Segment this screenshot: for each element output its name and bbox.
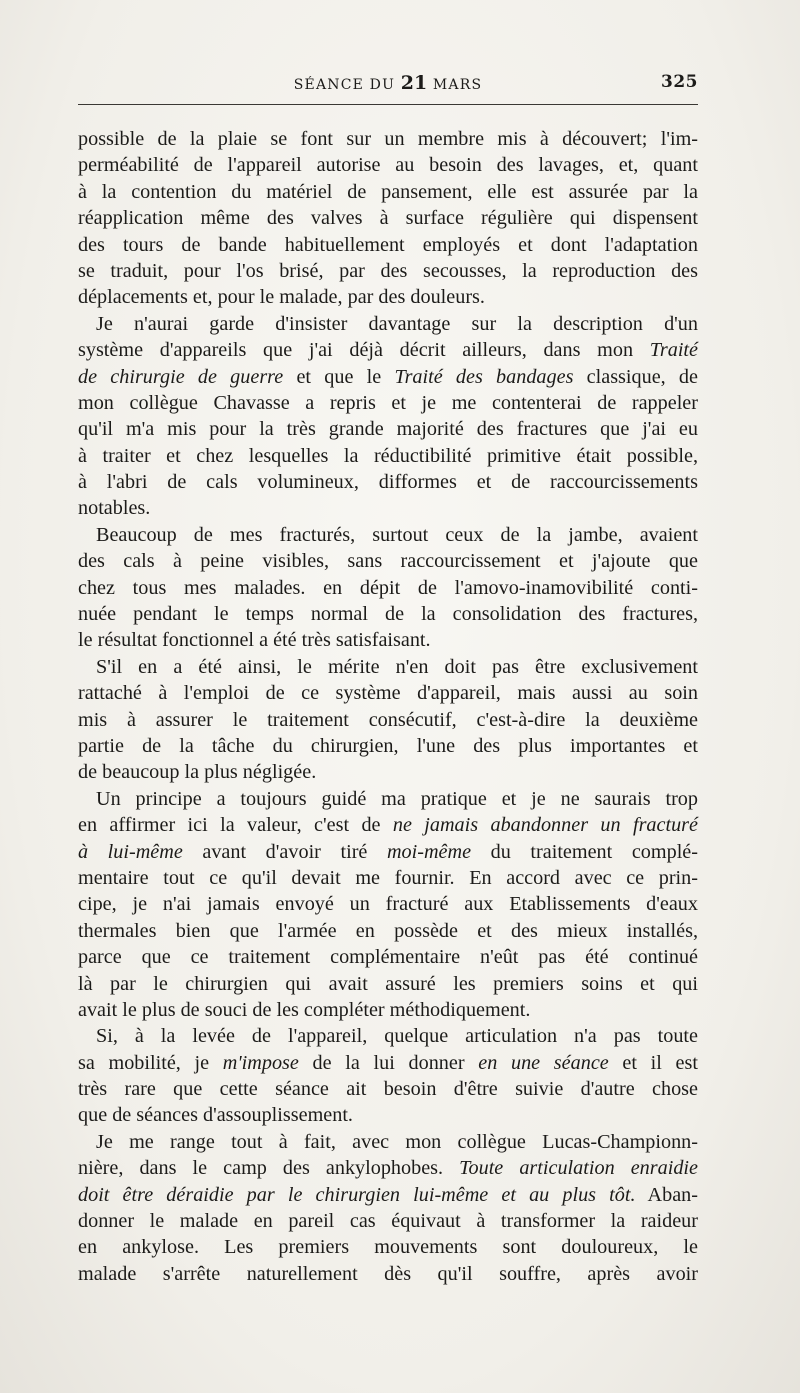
- text-line: [78, 1102, 698, 1128]
- text-segment: classique, de: [573, 365, 698, 388]
- text-line: [78, 522, 698, 548]
- text-segment: se traduit, pour l'os brisé, par des secousses, la reproduction des: [78, 259, 698, 282]
- text-line: [78, 179, 698, 205]
- text-segment: Je n'aurai garde d'insister davantage sur la description d'un: [96, 312, 698, 335]
- text-line: [78, 1234, 698, 1260]
- text-line: [78, 311, 698, 337]
- text-segment: en ankylose. Les premiers mouvements sont douloureux, le: [78, 1236, 698, 1259]
- header-title: SÉANCE DU 21 MARS: [293, 72, 483, 94]
- italic-text: à lui-même: [78, 840, 183, 863]
- text-segment: parce que ce traitement complémentaire n'eût pas été continué: [78, 946, 698, 969]
- text-line: [78, 759, 698, 785]
- text-line: [78, 680, 698, 706]
- text-line: [78, 971, 698, 997]
- text-segment: mon collègue Chavasse a repris et je me contenterai de rappeler: [78, 391, 698, 414]
- text-line: [78, 1023, 698, 1049]
- text-line: [78, 865, 698, 891]
- text-line: [78, 918, 698, 944]
- text-segment: là par le chirurgien qui avait assuré les premiers soins et qui: [78, 972, 698, 995]
- text-segment: Un principe a toujours guidé ma pratique et je ne saurais trop: [96, 787, 698, 810]
- italic-text: moi-même: [386, 840, 472, 863]
- text-segment: que de séances d'assouplissement.: [78, 1104, 353, 1127]
- text-line: [78, 786, 698, 812]
- text-line: [78, 152, 698, 178]
- text-line: [78, 944, 698, 970]
- italic-text: ne jamais abandonner un fracturé: [392, 814, 698, 837]
- text-segment: nuée pendant le temps normal de la consolidation des fractures,: [78, 603, 698, 626]
- text-segment: cipe, je n'ai jamais envoyé un fracturé aux Etablissements d'eaux: [78, 893, 698, 916]
- text-line: [78, 627, 698, 653]
- text-segment: très rare que cette séance ait besoin d'être suivie d'autre chose: [78, 1078, 698, 1101]
- text-segment: système d'appareils que j'ai déjà décrit ailleurs, dans mon: [78, 339, 650, 362]
- text-line: [78, 1261, 698, 1287]
- text-line: [78, 997, 698, 1023]
- italic-text: de chirurgie de guerre: [78, 365, 284, 388]
- text-segment: thermales bien que l'armée en possède et des mieux installés,: [78, 919, 698, 942]
- text-line: [78, 126, 698, 152]
- text-segment: Je me range tout à fait, avec mon collègue Lucas-Championn-: [96, 1130, 698, 1153]
- text-line: [78, 1182, 698, 1208]
- text-line: [78, 1155, 698, 1181]
- text-line: [78, 390, 698, 416]
- text-line: [78, 232, 698, 258]
- italic-text: doit être déraidie par le chirurgien lui-même et au plus tôt.: [78, 1183, 636, 1206]
- text-segment: le résultat fonctionnel a été très satisfaisant.: [78, 629, 431, 652]
- running-header: [78, 68, 698, 96]
- text-segment: avait le plus de souci de les compléter méthodiquement.: [78, 998, 531, 1021]
- text-segment: et il est: [608, 1051, 698, 1074]
- text-segment: du traitement complé-: [471, 840, 698, 863]
- italic-text: Traité: [649, 339, 698, 362]
- text-segment: Si, à la levée de l'appareil, quelque articulation n'a pas toute: [96, 1025, 698, 1048]
- text-line: [78, 495, 698, 521]
- text-segment: Beaucoup de mes fracturés, surtout ceux de la jambe, avaient: [96, 523, 698, 546]
- header-rule: [78, 104, 698, 105]
- text-segment: mis à assurer le traitement consécutif, c'est-à-dire la deuxième: [78, 708, 698, 731]
- text-segment: donner le malade en pareil cas équivaut à transformer la raideur: [78, 1210, 698, 1233]
- text-line: [78, 416, 698, 442]
- italic-text: Traité des bandages: [394, 365, 574, 388]
- text-line: [78, 575, 698, 601]
- text-segment: perméabilité de l'appareil autorise au besoin des lavages, et, quant: [78, 154, 698, 177]
- text-line: [78, 337, 698, 363]
- text-segment: malade s'arrête naturellement dès qu'il souffre, après avoir: [78, 1262, 698, 1285]
- text-line: [78, 205, 698, 231]
- text-segment: rattaché à l'emploi de ce système d'appareil, mais aussi au soin: [78, 682, 698, 705]
- text-segment: sa mobilité, je: [78, 1051, 223, 1074]
- text-line: [78, 654, 698, 680]
- text-segment: possible de la plaie se font sur un membre mis à découvert; l'im-: [78, 128, 698, 150]
- text-line: [78, 1129, 698, 1155]
- text-line: [78, 733, 698, 759]
- text-segment: Aban-: [635, 1183, 698, 1206]
- text-segment: S'il en a été ainsi, le mérite n'en doit pas être exclusivement: [96, 655, 698, 678]
- text-segment: et que le: [283, 365, 395, 388]
- italic-text: Toute articulation enraidie: [459, 1157, 698, 1180]
- text-segment: réapplication même des valves à surface régulière qui dispensent: [78, 207, 698, 230]
- text-segment: nière, dans le camp des ankylophobes.: [78, 1157, 460, 1180]
- text-line: [78, 839, 698, 865]
- text-segment: notables.: [78, 497, 151, 520]
- page-number: 325: [661, 72, 698, 92]
- text-segment: qu'il m'a mis pour la très grande majorité des fractures que j'ai eu: [78, 418, 698, 441]
- text-segment: à l'abri de cals volumineux, difformes et de raccourcissements: [78, 471, 698, 494]
- text-line: [78, 284, 698, 310]
- text-line: [78, 707, 698, 733]
- text-segment: en affirmer ici la valeur, c'est de: [78, 814, 393, 837]
- body-text: [78, 126, 698, 1287]
- text-segment: à la contention du matériel de pansement, elle est assurée par la: [78, 180, 698, 203]
- text-segment: chez tous mes malades. en dépit de l'amovo-inamovibilité conti-: [78, 576, 698, 599]
- text-segment: déplacements et, pour le malade, par des douleurs.: [78, 286, 485, 309]
- text-line: [78, 364, 698, 390]
- text-line: [78, 258, 698, 284]
- text-line: [78, 891, 698, 917]
- text-segment: partie de la tâche du chirurgien, l'une des plus importantes et: [78, 734, 698, 757]
- text-segment: de la lui donner: [298, 1051, 479, 1074]
- text-segment: avant d'avoir tiré: [182, 840, 387, 863]
- text-line: [78, 1208, 698, 1234]
- text-segment: des cals à peine visibles, sans raccourcissement et j'ajoute que: [78, 550, 698, 573]
- text-line: [78, 443, 698, 469]
- italic-text: m'impose: [222, 1051, 299, 1074]
- text-line: [78, 469, 698, 495]
- text-segment: des tours de bande habituellement employés et dont l'adaptation: [78, 233, 698, 256]
- text-segment: mentaire tout ce qu'il devait me fournir. En accord avec ce prin-: [78, 866, 698, 889]
- text-line: [78, 1050, 698, 1076]
- text-line: [78, 601, 698, 627]
- text-segment: de beaucoup la plus négligée.: [78, 761, 317, 784]
- text-line: [78, 548, 698, 574]
- text-segment: à traiter et chez lesquelles la réductibilité primitive était possible,: [78, 444, 698, 467]
- text-line: [78, 812, 698, 838]
- text-line: [78, 1076, 698, 1102]
- italic-text: en une séance: [478, 1051, 609, 1074]
